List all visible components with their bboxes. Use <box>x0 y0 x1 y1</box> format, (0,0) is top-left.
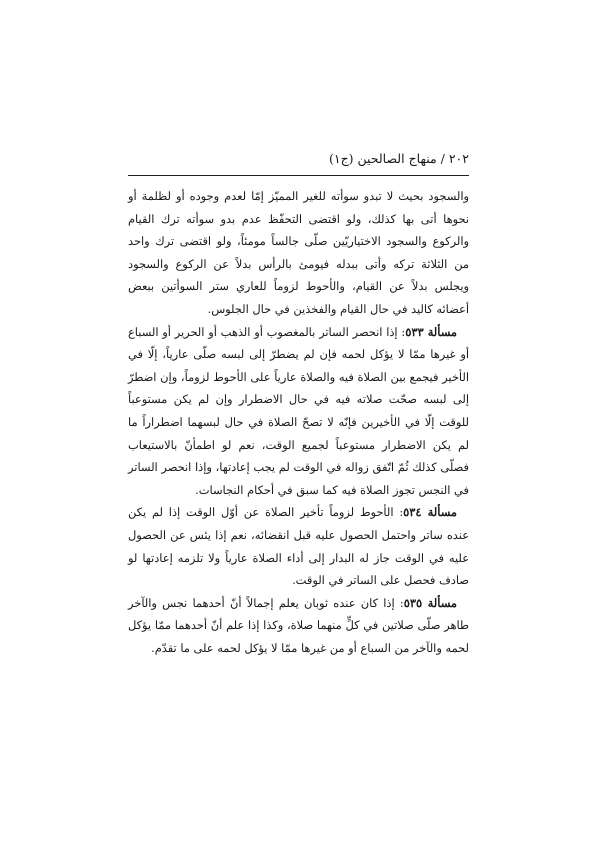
paragraph-text: : إذا كان عنده ثوبان يعلم إجمالاً أنّ أحدهما نجس والآخر طاهر صلّى صلاتين في كلٍّ منهما صلاة، وكذا إذا علم أنّ أحدهما ممّا يؤكل لحمه والآخر من السباع أو من غيرها ممّا لا يؤكل لحمه على ما تقدّم. <box>128 595 469 655</box>
header-rule <box>128 175 469 176</box>
page-body <box>128 185 469 659</box>
paragraph-text: والسجود بحيث لا تبدو سوأته للغير المميّز إمّا لعدم وجوده أو لظلمة أو نحوها أتى بها كذلك، ولو اقتضى التحفّظ عدم بدو سوأته ترك القيام والركوع والسجود الاختياريّين صلّى جالساً مومئاً، ولو اقتضى ترك واحد من الثلاثة تركه وأتى ببدله فيومئ بالرأس بدلاً عن الركوع والسجود ويجلس بدلاً عن القيام، والأحوط لزوماً للعاري ستر السوأتين ببعض أعضائه كاليد في حال القيام والفخذين في حال الجلوس. <box>128 189 469 316</box>
masala-label: مسألة ٥٣٥ <box>403 595 457 610</box>
paragraph-text: : إذا انحصر الساتر بالمغصوب أو الذهب أو الحرير أو السباع أو غيرها ممّا لا يؤكل لحمه فإن لم يضطرّ إلى لبسه صلّى عارياً، إلّا في الأخير فيجمع بين الصلاة فيه والصلاة عارياً على الأحوط لزوماً، وإن اضطرّ إلى لبسه صحّت صلاته فيه في حال الاضطرار وإن لم يكن مستوعباً للوقت إلّا في الأخيرين فإنّه لا تصحّ الصلاة في حال لبسهما اضطراراً ما لم يكن الاضطرار مستوعباً لجميع الوقت، نعم لو اطمأنّ بالاستيعاب فصلّى كذلك ثُمّ اتّفق زواله في الوقت لم يجب إعادتها، وإذا انحصر الساتر في النجس تجوز الصلاة فيه كما سبق في أحكام النجاسات. <box>128 324 469 497</box>
masala-533 <box>128 321 469 502</box>
masala-label: مسألة ٥٣٣ <box>405 324 458 339</box>
masala-534 <box>128 501 469 591</box>
running-header: ٢٠٢ / منهاج الصالحين (ج١) <box>328 151 469 166</box>
masala-label: مسألة ٥٣٤ <box>403 505 457 520</box>
paragraph-continuation <box>128 185 469 321</box>
masala-535 <box>128 592 469 660</box>
paragraph-text: : الأحوط لزوماً تأخير الصلاة عن أوّل الوقت إذا لم يكن عنده ساتر واحتمل الحصول عليه قبل انقضائه، نعم إذا يئس عن الحصول عليه في الوقت جاز له البدار إلى أداء الصلاة عارياً ولا تلزمه إعادتها لو صادف فحصل على الساتر في الوقت. <box>128 505 469 588</box>
